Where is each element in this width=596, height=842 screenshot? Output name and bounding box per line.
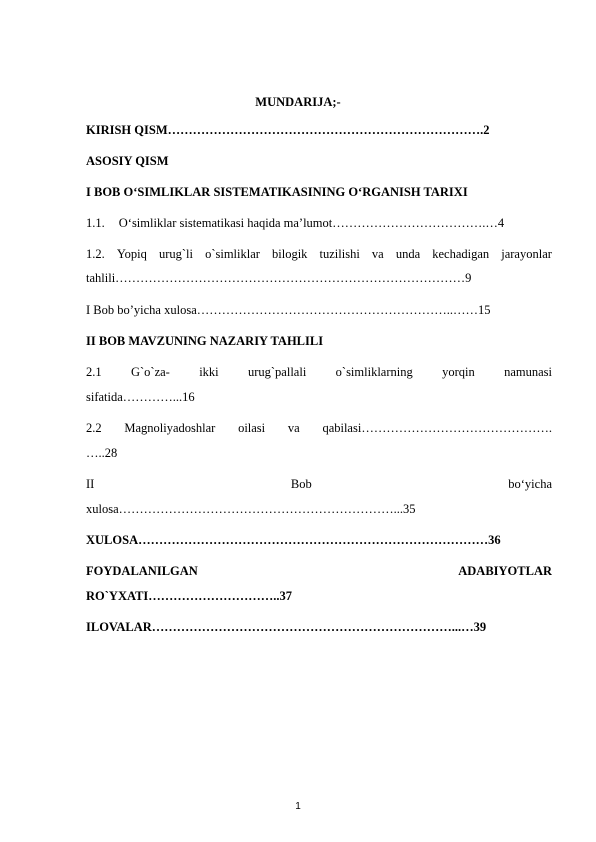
word: va	[371, 247, 384, 261]
word: tuzilishi	[319, 247, 360, 261]
toc-entry-1-2	[86, 247, 552, 262]
word: urug`pallali	[247, 365, 307, 379]
toc-entry-kirish: KIRISH QISM………………………………………………………………….2	[86, 123, 490, 137]
word: yorqin	[442, 365, 475, 379]
toc-entry-1-1	[86, 216, 552, 231]
word: Yopiq	[116, 247, 147, 261]
word: Bob	[290, 477, 312, 491]
toc-entry-2-1	[86, 365, 552, 380]
toc-heading-bob1: I BOB O‘SIMLIKLAR SISTEMATIKASINING O‘RGANISH TARIXI	[86, 185, 468, 199]
word: bilogik	[272, 247, 308, 261]
word: unda	[395, 247, 421, 261]
toc-entry-bob2-xulosa	[86, 477, 552, 492]
toc-entry-ilovalar: ILOVALAR………………………………………………………………...…39	[86, 620, 487, 634]
word: Magnoliyadoshlar	[124, 421, 216, 435]
section-title: O‘simliklar sistematikasi haqida ma’lumot……………………………….…4	[118, 216, 505, 230]
word: o`simliklarning	[335, 365, 413, 379]
toc-entry-2-2-cont: …..28	[86, 446, 118, 460]
word: FOYDALANILGAN	[86, 564, 198, 578]
toc-entry-bob1-xulosa: I Bob bo’yicha xulosa……………………………………………………..……15	[86, 303, 491, 317]
word: jarayonlar	[501, 247, 552, 261]
word: 1.2.	[86, 247, 105, 261]
word: urug`li	[158, 247, 193, 261]
page-title: MUNDARIJA;-	[255, 95, 341, 109]
toc-heading-bob2: II BOB MAVZUNING NAZARIY TAHLILI	[86, 334, 324, 348]
word: o`simliklar	[205, 247, 260, 261]
word: oilasi	[238, 421, 266, 435]
page-number: 1	[295, 801, 301, 812]
word: bo‘yicha	[508, 477, 552, 491]
word: 2.1	[86, 365, 102, 379]
toc-entry-xulosa: XULOSA…………………………………………………………………………36	[86, 533, 501, 547]
word: 2.2	[86, 421, 102, 435]
word: va	[287, 421, 300, 435]
word: kechadigan	[432, 247, 490, 261]
toc-entry-foydalanilgan-cont: RO`YXATI…………………………..37	[86, 589, 293, 603]
word: ikki	[199, 365, 219, 379]
toc-entry-2-2	[86, 421, 552, 436]
toc-entry-foydalanilgan	[86, 564, 552, 579]
toc-entry-bob2-xulosa-cont: xulosa…………………………………………………………...35	[86, 502, 416, 516]
word: ADABIYOTLAR	[458, 564, 552, 578]
toc-entry-2-1-cont: sifatida…………...16	[86, 390, 195, 404]
word: G`o`za-	[130, 365, 170, 379]
word: namunasi	[504, 365, 552, 379]
toc-heading-asosiy: ASOSIY QISM	[86, 154, 169, 168]
word: II	[86, 477, 95, 491]
section-number: 1.1.	[86, 216, 105, 230]
toc-entry-1-2-cont: tahlili…………………………………………………………………………9	[86, 271, 472, 285]
word: qabilasi……………………………………….	[322, 421, 552, 435]
